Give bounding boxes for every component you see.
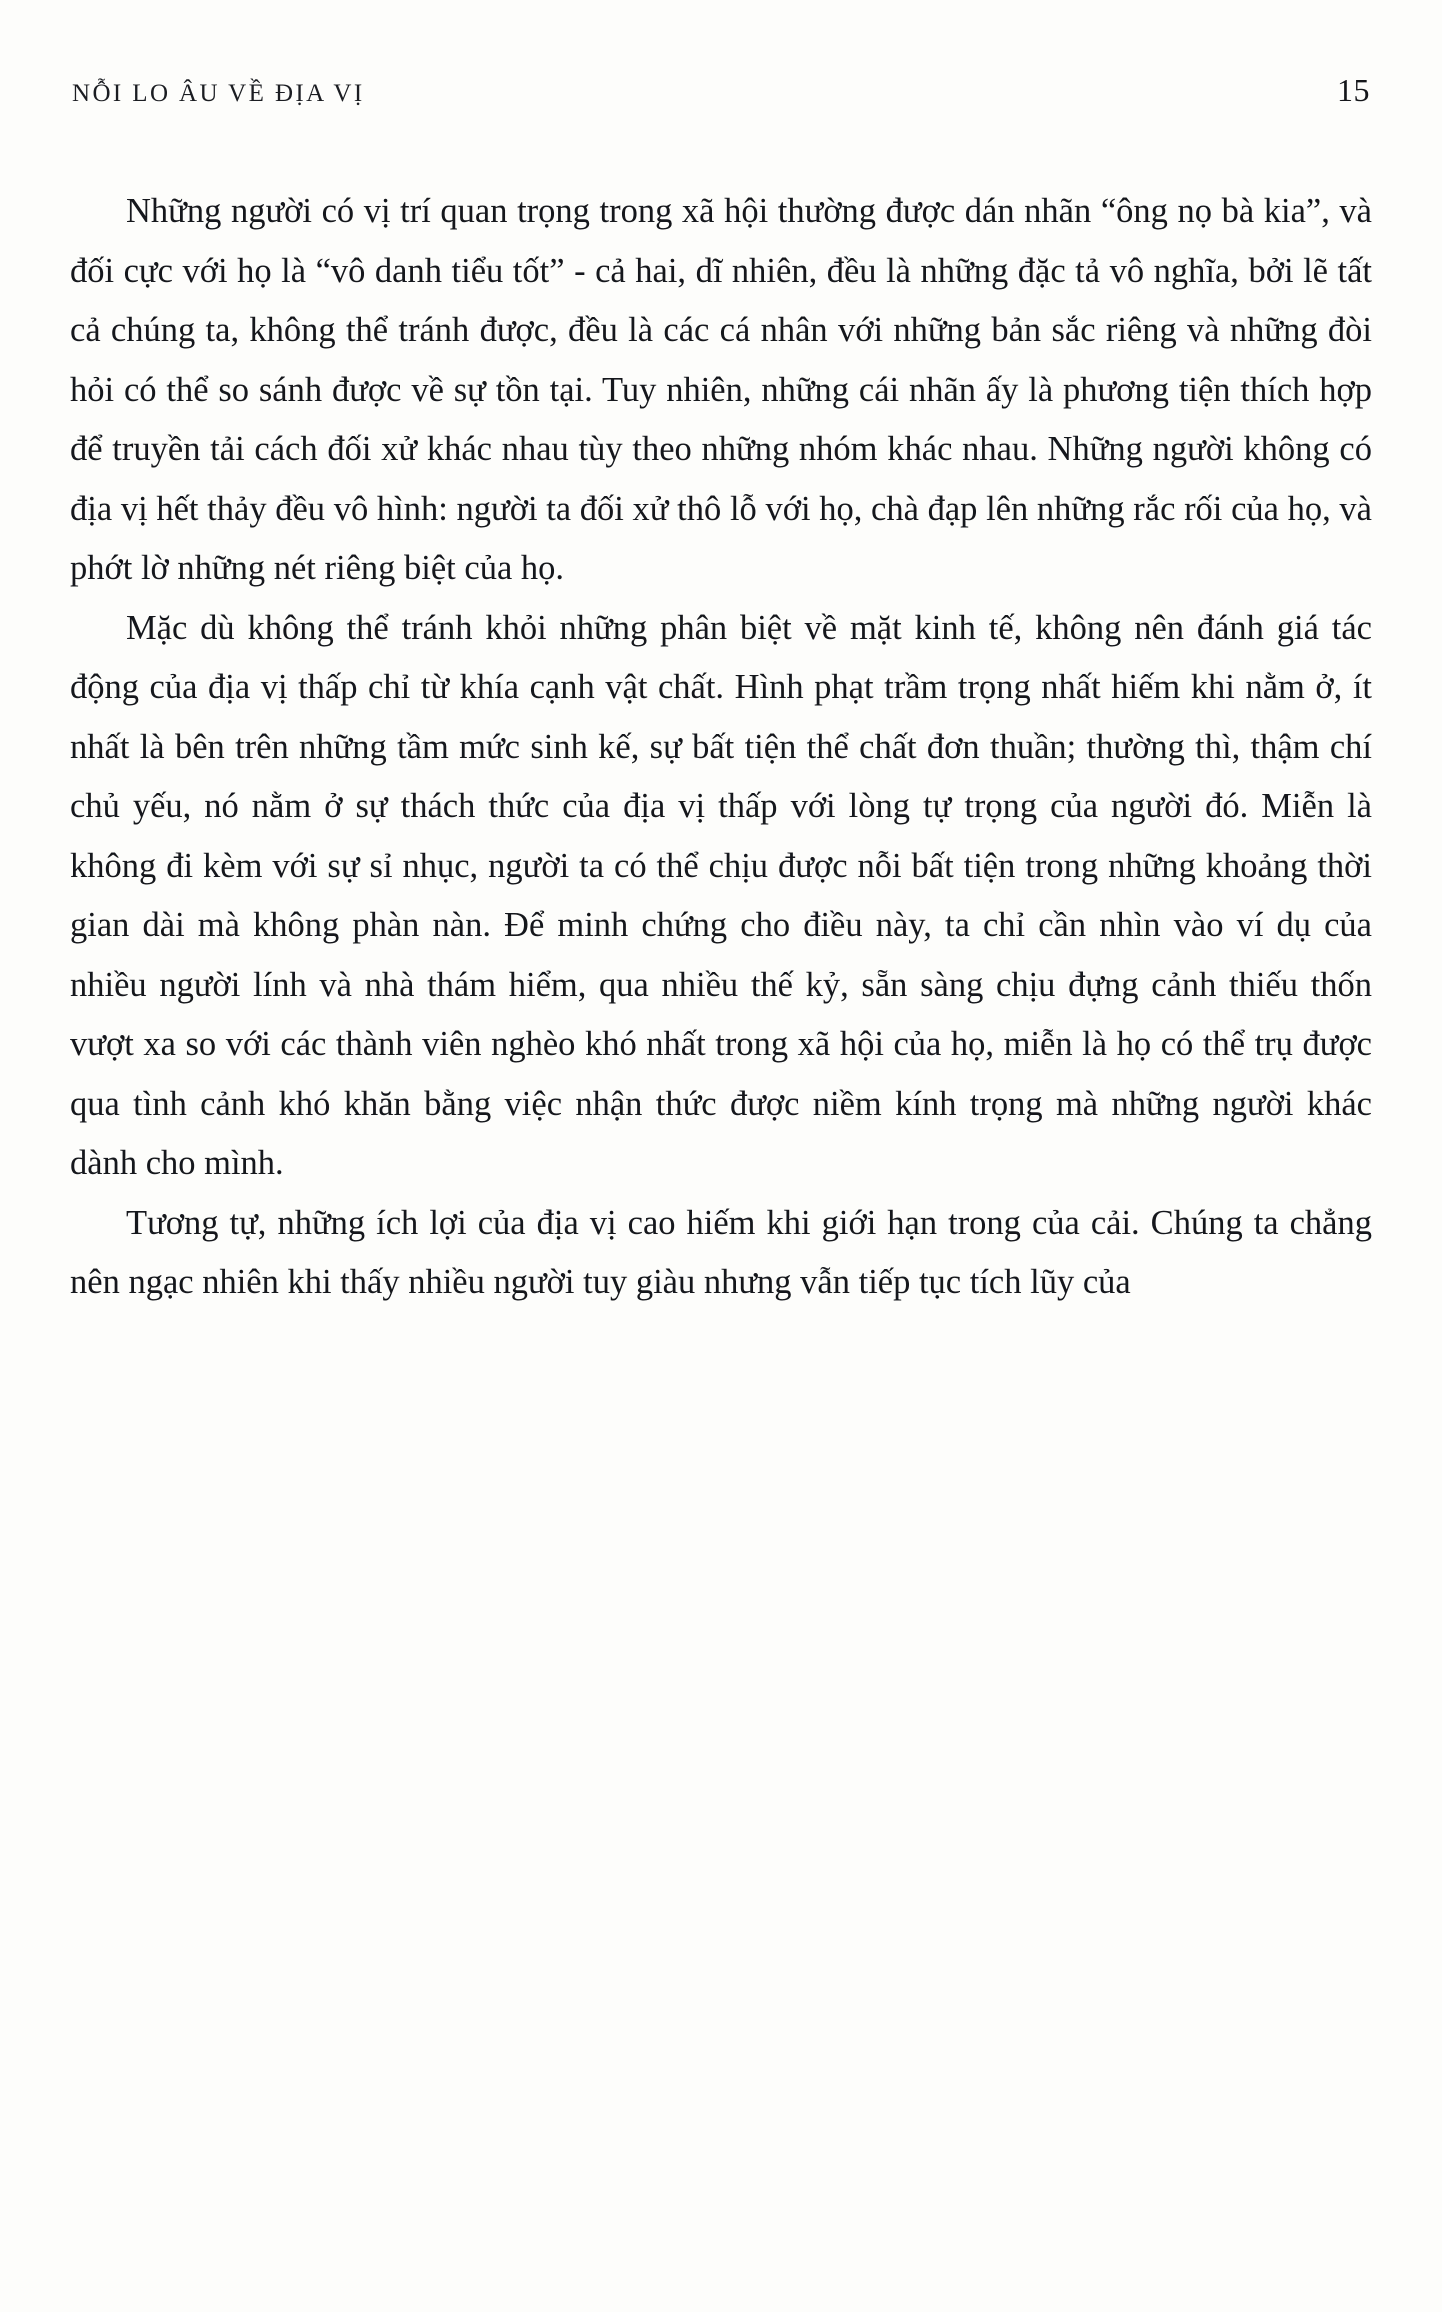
paragraph: Những người có vị trí quan trọng trong xã hội thường được dán nhãn “ông nọ bà kia”, và đối cực với họ là “vô danh tiểu tốt” - cả hai, dĩ nhiên, đều là những đặc tả vô nghĩa, bởi lẽ tất cả chúng ta, không thể tránh được, đều là các cá nhân với những bản sắc riêng và những đòi hỏi có thể so sánh được về sự tồn tại. Tuy nhiên, những cái nhãn ấy là phương tiện thích hợp để truyền tải cách đối xử khác nhau tùy theo những nhóm khác nhau. Những người không có địa vị hết thảy đều vô hình: người ta đối xử thô lỗ với họ, chà đạp lên những rắc rối của họ, và phớt lờ những nét riêng biệt của họ. — [70, 192, 1372, 587]
paragraph: Tương tự, những ích lợi của địa vị cao hiếm khi giới hạn trong của cải. Chúng ta chẳng nên ngạc nhiên khi thấy nhiều người tuy giàu nhưng vẫn tiếp tục tích lũy của — [70, 1203, 1372, 1301]
paragraph: Mặc dù không thể tránh khỏi những phân biệt về mặt kinh tế, không nên đánh giá tác động của địa vị thấp chỉ từ khía cạnh vật chất. Hình phạt trầm trọng nhất hiếm khi nằm ở, ít nhất là bên trên những tầm mức sinh kế, sự bất tiện thể chất đơn thuần; thường thì, thậm chí chủ yếu, nó nằm ở sự thách thức của địa vị thấp với lòng tự trọng của người đó. Miễn là không đi kèm với sự sỉ nhục, người ta có thể chịu được nỗi bất tiện trong những khoảng thời gian dài mà không phàn nàn. Để minh chứng cho điều này, ta chỉ cần nhìn vào ví dụ của nhiều người lính và nhà thám hiểm, qua nhiều thế kỷ, sẵn sàng chịu đựng cảnh thiếu thốn vượt xa so với các thành viên nghèo khó nhất trong xã hội của họ, miễn là họ có thể trụ được qua tình cảnh khó khăn bằng việc nhận thức được niềm kính trọng mà những người khác dành cho mình. — [70, 608, 1372, 1182]
running-head: NỖI LO ÂU VỀ ĐỊA VỊ — [72, 80, 365, 107]
page-number: 15 — [1337, 72, 1370, 108]
page-header — [72, 72, 1370, 120]
body-text — [70, 182, 1372, 1313]
